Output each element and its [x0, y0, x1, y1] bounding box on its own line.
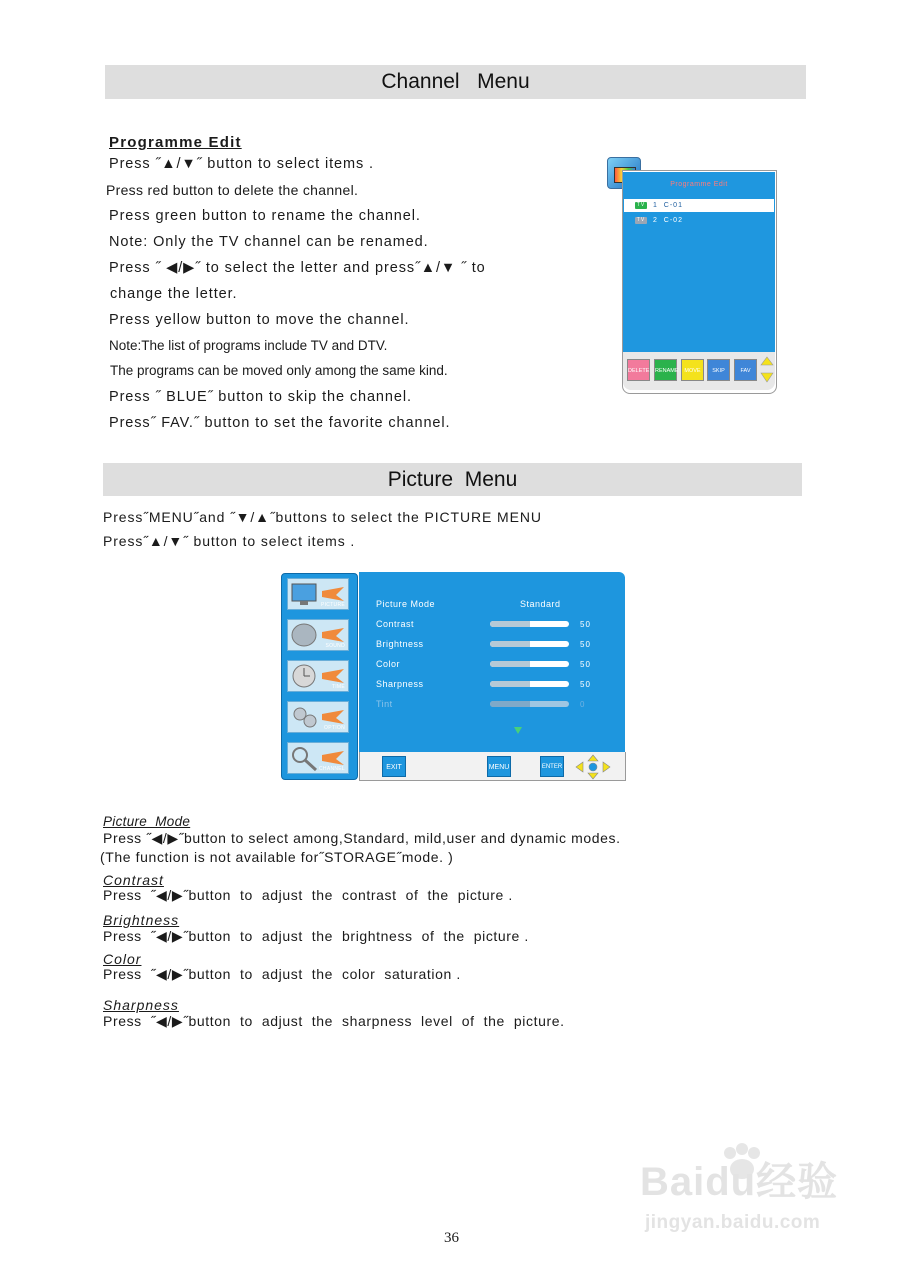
contrast-slider[interactable]	[490, 621, 569, 627]
picture-menu-banner: Picture Menu	[103, 463, 802, 496]
brightness-slider[interactable]	[490, 641, 569, 647]
brightness-description: Press ˝◀/▶˝button to adjust the brightness of the picture .	[103, 928, 529, 944]
picture-mode-heading: Picture Mode	[103, 814, 191, 829]
sidebar-item-label: OPTION	[324, 725, 345, 731]
color-label: Color	[376, 659, 401, 669]
channel-instruction: Press ˝▲/▼˝ button to select items .	[109, 156, 374, 172]
baidu-watermark: Baidu经验	[640, 1160, 839, 1204]
up-down-arrows-icon	[760, 356, 774, 384]
baidu-watermark-url: jingyan.baidu.com	[645, 1212, 821, 1233]
channel-instruction: Press ˝ ◀/▶˝ to select the letter and press˝▲/▼ ˝ to	[109, 260, 486, 276]
channel-instruction: Press green button to rename the channel.	[109, 208, 421, 224]
tv-badge: TV	[636, 201, 646, 208]
color-description: Press ˝◀/▶˝button to adjust the color saturation .	[103, 966, 461, 982]
channel-number: 2	[653, 217, 658, 224]
picture-mode-note: (The function is not available for˝STORAGE˝mode. )	[100, 849, 454, 865]
picture-intro: Press˝MENU˝and ˝▼/▲˝buttons to select the PICTURE MENU	[103, 509, 542, 525]
channel-row[interactable]	[624, 199, 774, 212]
skip-button[interactable]: SKIP	[707, 359, 730, 381]
programme-edit-heading: Programme Edit	[109, 134, 242, 151]
channel-menu-banner: Channel Menu	[105, 65, 806, 99]
channel-note: The programs can be moved only among the same kind.	[110, 363, 448, 378]
channel-name: C-01	[663, 202, 683, 209]
brightness-label: Brightness	[376, 639, 424, 649]
sidebar-item-label: SOUND	[325, 643, 345, 649]
color-slider[interactable]	[490, 661, 569, 667]
channel-instruction: Press red button to delete the channel.	[106, 182, 359, 198]
sharpness-slider[interactable]	[490, 681, 569, 687]
channel-name: C-02	[663, 217, 683, 224]
picture-mode-description: Press ˝◀/▶˝button to select among,Standard, mild,user and dynamic modes.	[103, 830, 621, 846]
sidebar-item-picture[interactable]	[287, 578, 349, 610]
sharpness-value: 50	[580, 680, 591, 689]
sidebar-item-label: TIME	[331, 684, 345, 690]
picture-mode-label: Picture Mode	[376, 599, 436, 609]
move-button[interactable]: MOVE	[681, 359, 704, 381]
contrast-label: Contrast	[376, 619, 415, 629]
sidebar-item-label: PICTURE	[320, 602, 345, 608]
tint-label: Tint	[376, 699, 393, 709]
channel-instruction: Press ˝ BLUE˝ button to skip the channel.	[109, 389, 412, 405]
delete-button[interactable]: DELETE	[627, 359, 650, 381]
tint-slider	[490, 701, 569, 707]
contrast-description: Press ˝◀/▶˝button to adjust the contrast of the picture .	[103, 887, 513, 903]
picture-intro: Press˝▲/▼˝ button to select items .	[103, 533, 356, 549]
menu-button[interactable]: MENU	[487, 756, 511, 777]
brightness-value: 50	[580, 640, 591, 649]
navigation-pad-icon	[574, 754, 612, 780]
sidebar-item-option[interactable]	[287, 701, 349, 733]
contrast-value: 50	[580, 620, 591, 629]
sidebar-item-channel[interactable]	[287, 742, 349, 774]
channel-instruction: Press˝ FAV.˝ button to set the favorite channel.	[109, 415, 451, 431]
color-value: 50	[580, 660, 591, 669]
exit-button[interactable]: EXIT	[382, 756, 406, 777]
channel-number: 1	[653, 202, 658, 209]
picture-mode-value[interactable]: Standard	[520, 599, 561, 609]
contrast-heading: Contrast	[103, 872, 164, 888]
channel-instruction: Press yellow button to move the channel.	[109, 312, 410, 328]
sidebar-item-label: CHANNEL	[319, 766, 345, 772]
sharpness-heading: Sharpness	[103, 997, 179, 1013]
color-heading: Color	[103, 951, 142, 967]
sharpness-label: Sharpness	[376, 679, 424, 689]
brightness-heading: Brightness	[103, 912, 180, 928]
rename-button[interactable]: RENAME	[654, 359, 677, 381]
channel-note: Note:The list of programs include TV and DTV.	[109, 338, 388, 353]
fav-button[interactable]: FAV	[734, 359, 757, 381]
channel-instruction: Note: Only the TV channel can be renamed.	[109, 234, 429, 250]
osd-title: Programme Edit	[670, 181, 728, 188]
channel-row[interactable]	[624, 214, 774, 227]
sharpness-description: Press ˝◀/▶˝button to adjust the sharpness level of the picture.	[103, 1013, 565, 1029]
down-arrow-icon[interactable]	[513, 725, 523, 735]
page-number: 36	[444, 1230, 459, 1246]
tint-value: 0	[580, 700, 586, 709]
sidebar-item-sound[interactable]	[287, 619, 349, 651]
channel-instruction: change the letter.	[110, 286, 238, 302]
enter-button[interactable]: ENTER	[540, 756, 564, 777]
sidebar-item-time[interactable]	[287, 660, 349, 692]
tv-badge: TV	[636, 216, 646, 223]
